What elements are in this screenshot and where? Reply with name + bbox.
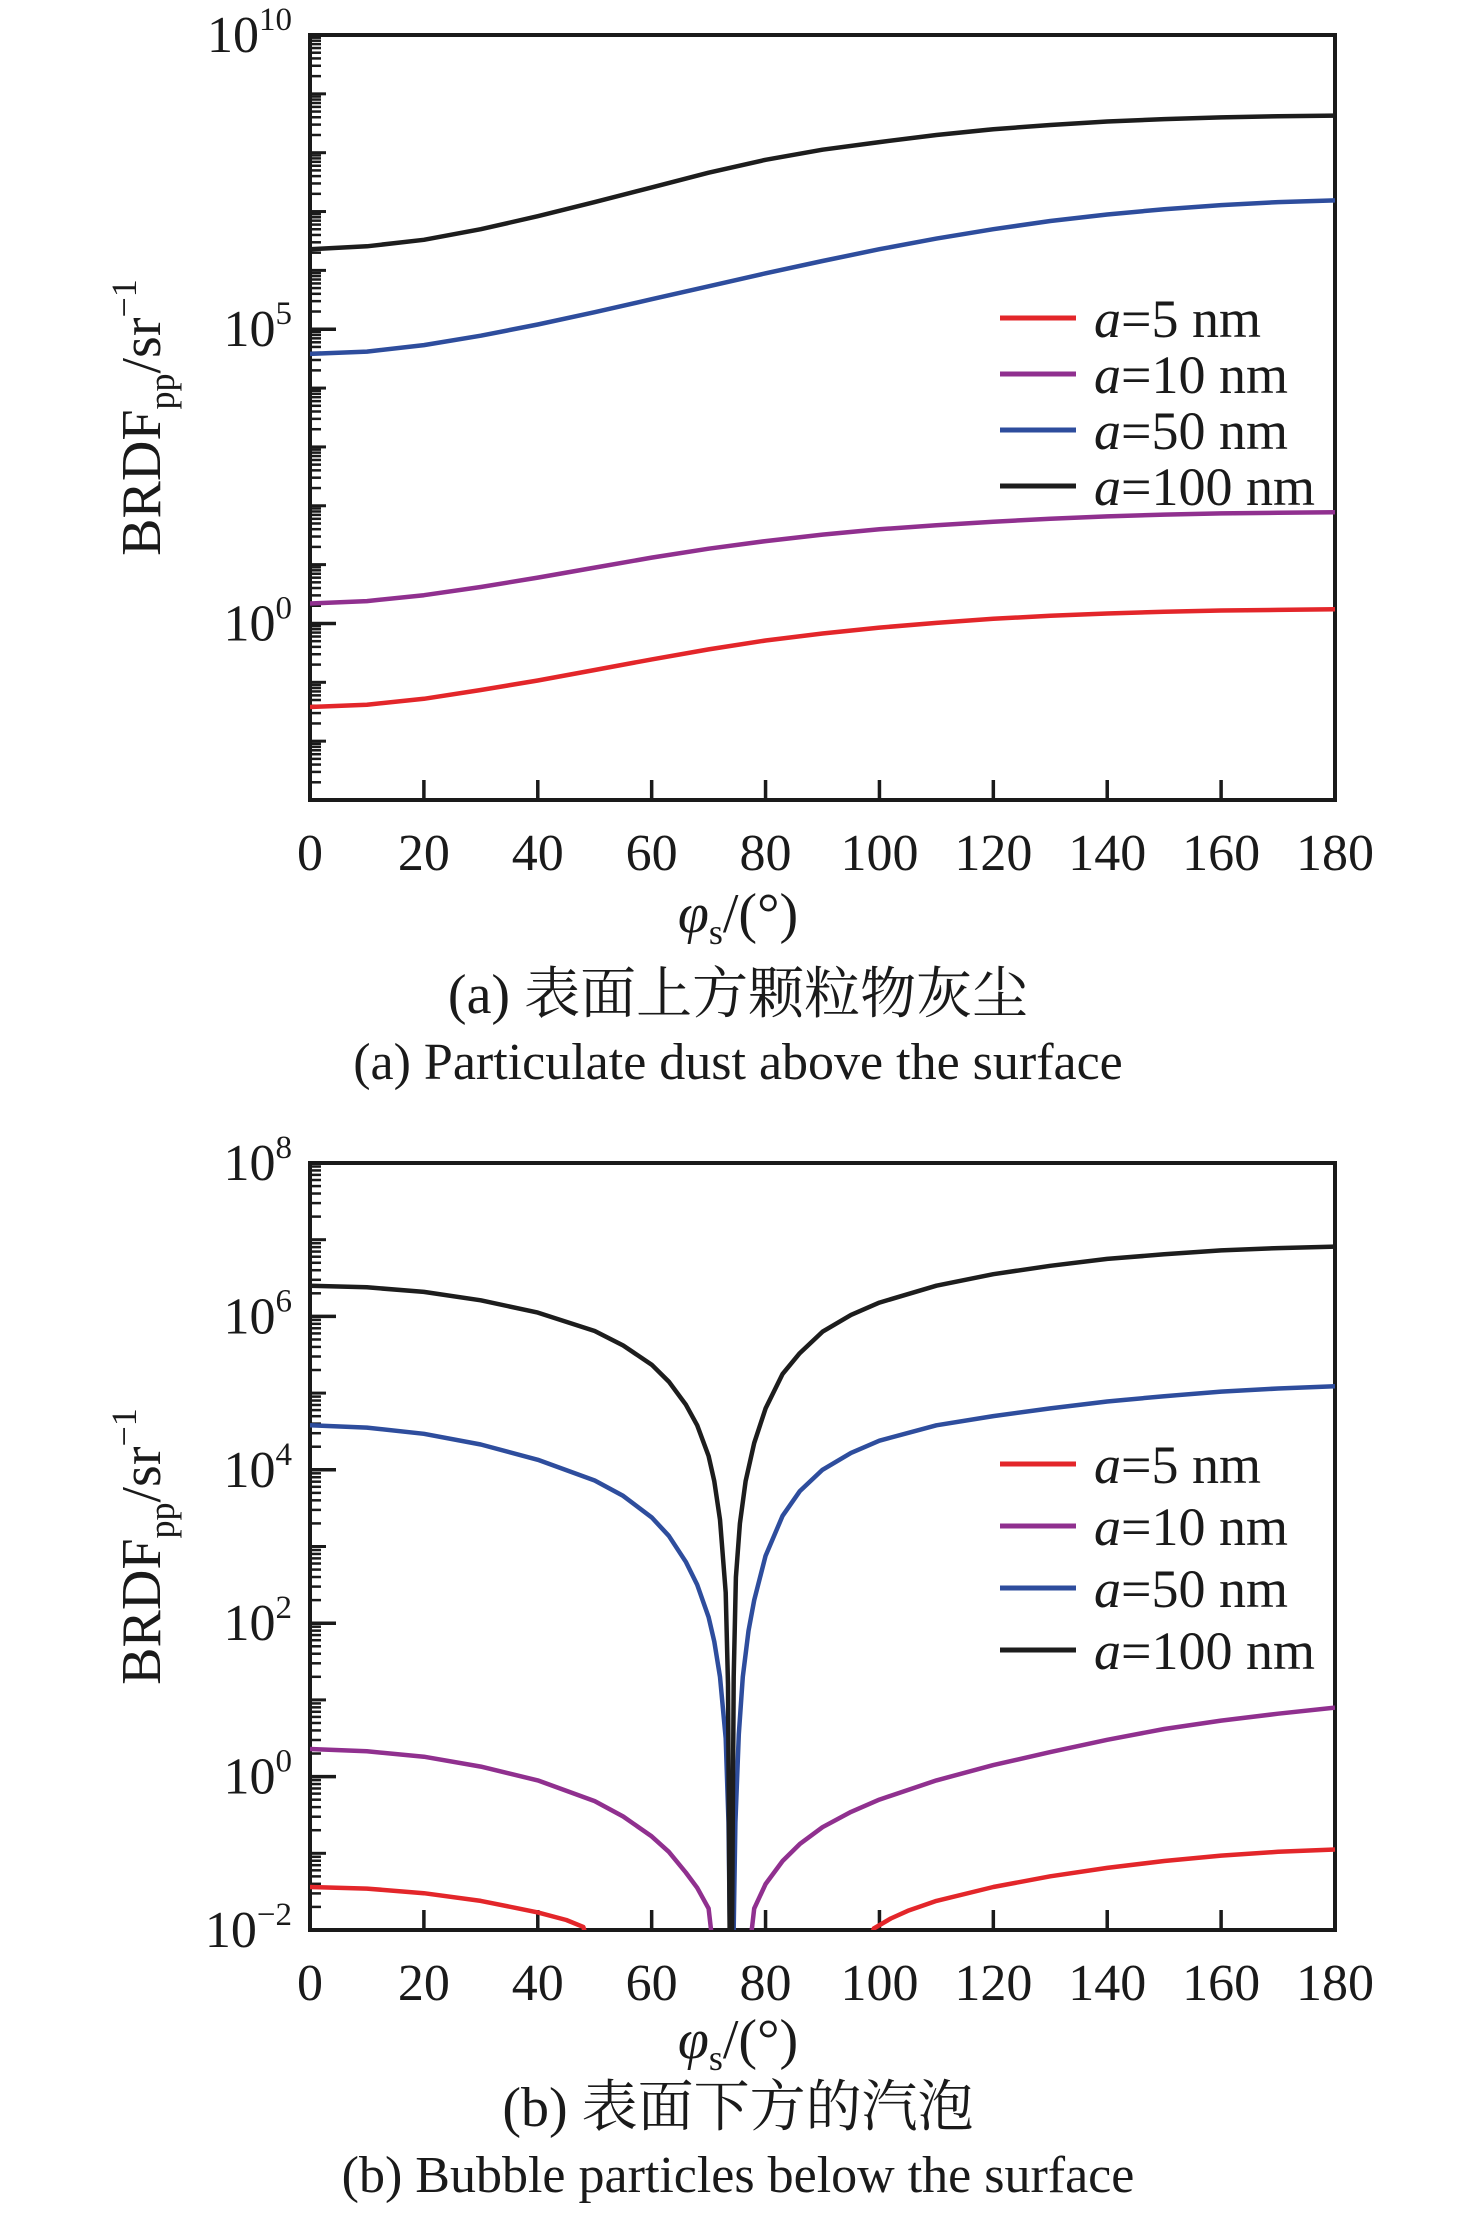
legend-label: a=5 nm	[1094, 289, 1261, 349]
legend-label: a=10 nm	[1094, 345, 1288, 405]
series-line-a10nm	[310, 1708, 1335, 1984]
series-line-a10nm	[310, 512, 1335, 603]
y-axis-ticks	[310, 1163, 336, 1930]
x-tick-label: 80	[739, 1955, 792, 2012]
x-tick-label: 20	[397, 1955, 450, 2012]
y-tick-label: $10^5$	[223, 296, 292, 359]
y-axis-ticks	[310, 35, 336, 800]
y-tick-label: $10^{-2}$	[204, 1897, 292, 1959]
caption-a-en: (a) Particulate dust above the surface	[353, 1034, 1123, 1091]
x-axis-title: $\varphi_s/(^\circ)$	[677, 883, 799, 950]
chart-a-plot	[0, 0, 1476, 950]
x-tick-label: 120	[954, 1955, 1033, 2012]
x-tick-label: 0	[297, 825, 323, 882]
legend-label: a=5 nm	[1094, 1435, 1261, 1495]
x-tick-label: 40	[511, 825, 564, 882]
x-tick-label: 40	[511, 1955, 564, 2012]
legend-label: a=100 nm	[1094, 457, 1315, 517]
series-line-a5nm	[310, 609, 1335, 707]
y-tick-label: $10^0$	[223, 1743, 292, 1806]
x-tick-label: 180	[1296, 1955, 1374, 2012]
y-tick-label: $10^4$	[223, 1436, 292, 1499]
x-tick-label: 160	[1182, 1955, 1261, 2012]
x-tick-label: 180	[1296, 825, 1374, 882]
y-tick-label: $10^8$	[223, 1130, 292, 1192]
x-tick-label: 0	[297, 1955, 323, 2012]
caption-b-zh: (b) 表面下方的汽泡	[502, 2077, 974, 2139]
caption-a-zh: (a) 表面上方颗粒物灰尘	[447, 964, 1029, 1026]
x-tick-label: 120	[954, 825, 1033, 882]
x-tick-label: 100	[840, 1955, 919, 2012]
x-tick-label: 140	[1068, 825, 1147, 882]
x-tick-label: 80	[739, 825, 792, 882]
legend-label: a=50 nm	[1094, 401, 1288, 461]
y-axis-title: $BRDF_{pp}/sr^{-1}$	[104, 1408, 182, 1685]
legend-label: a=100 nm	[1094, 1621, 1315, 1681]
chart-b-plot	[0, 1100, 1476, 2100]
legend-label: a=50 nm	[1094, 1559, 1288, 1619]
x-axis-ticks	[310, 780, 1335, 800]
x-axis-title: $\varphi_s/(^\circ)$	[677, 2009, 799, 2078]
caption-b-en: (b) Bubble particles below the surface	[341, 2147, 1135, 2204]
y-tick-label: $10^2$	[223, 1590, 292, 1653]
y-tick-label: $10^6$	[223, 1283, 292, 1346]
y-tick-label: $10^{10}$	[207, 2, 292, 64]
x-tick-label: 160	[1182, 825, 1261, 882]
series-line-a100nm	[310, 116, 1335, 250]
x-tick-label: 60	[625, 825, 678, 882]
x-tick-label: 20	[397, 825, 450, 882]
legend-label: a=10 nm	[1094, 1497, 1288, 1557]
x-tick-label: 140	[1068, 1955, 1147, 2012]
y-axis-title: $BRDF_{pp}/sr^{-1}$	[104, 279, 182, 556]
x-tick-label: 60	[625, 1955, 678, 2012]
x-axis-ticks	[310, 1910, 1335, 1930]
y-tick-label: $10^0$	[223, 590, 292, 653]
x-tick-label: 100	[840, 825, 919, 882]
